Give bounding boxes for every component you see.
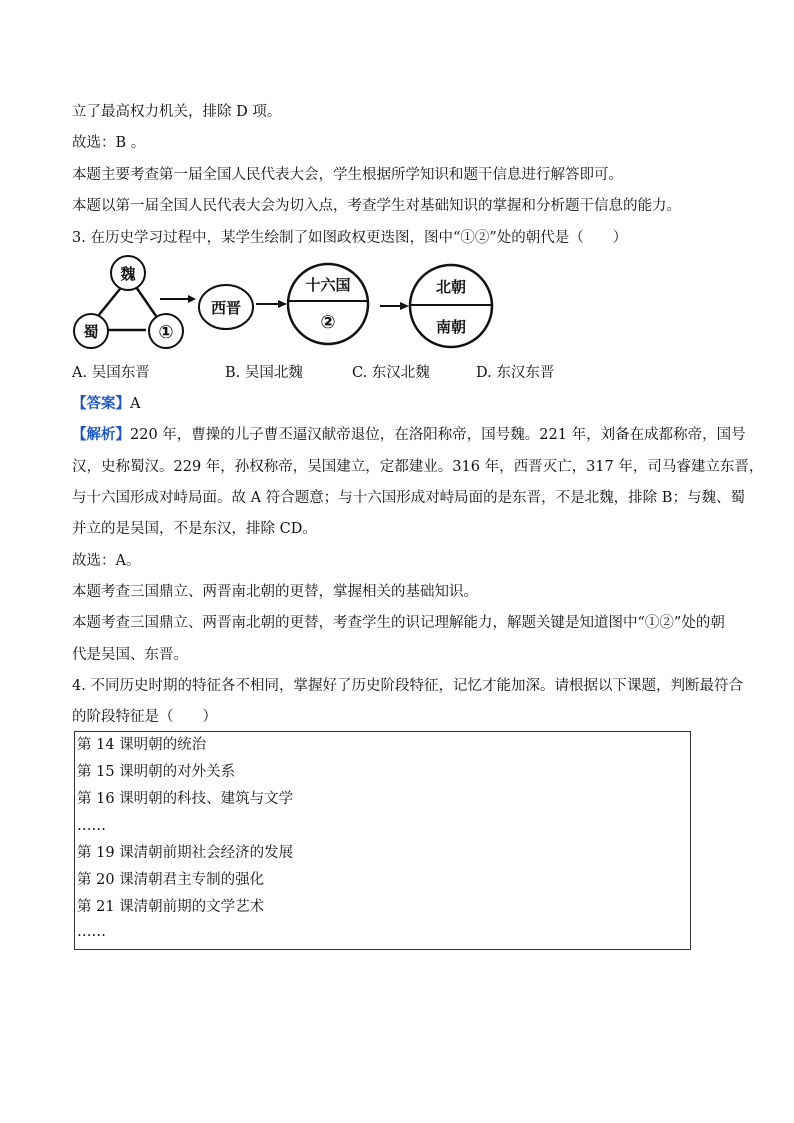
- lesson-item: 第 15 课明朝的对外关系: [77, 764, 236, 780]
- text-line-4: 本题以第一届全国人民代表大会为切入点，考查学生对基础知识的掌握和分析题干信息的能力。: [72, 198, 681, 214]
- lesson-item: 第 21 课清朝前期的文学艺术: [77, 899, 265, 915]
- lesson-list-box: [74, 731, 691, 950]
- arrow-1-head: [188, 295, 196, 303]
- shiliuguo-label: 十六国: [305, 276, 351, 294]
- answer-line: [72, 394, 140, 414]
- lesson-item: 第 20 课清朝君主专制的强化: [77, 872, 265, 888]
- nanchao-label: 南朝: [435, 318, 467, 336]
- circle-2-label: ②: [320, 312, 336, 333]
- arrow-2-head: [278, 300, 287, 308]
- question-4-stem-2: 的阶段特征是（ ）: [72, 709, 217, 725]
- analysis-line-2: 汉，史称蜀汉。229 年，孙权称帝，吴国建立，定都建业。316 年，西晋灭亡，317 年，司马睿建立东晋，: [72, 459, 764, 475]
- option-d: D. 东汉东晋: [476, 365, 555, 381]
- wei-label: 魏: [120, 265, 136, 283]
- shu-label: 蜀: [83, 323, 99, 341]
- arrow-3-head: [400, 302, 409, 310]
- text-line-2: 故选：B 。: [72, 135, 146, 151]
- analysis-line-1: [72, 425, 746, 445]
- text-line-3: 本题主要考查第一届全国人民代表大会，学生根据所学知识和题干信息进行解答即可。: [72, 167, 623, 183]
- triangle-line-right: [134, 284, 156, 316]
- lesson-item: 第 16 课明朝的科技、建筑与文学: [77, 791, 294, 807]
- q3-after-line-3: 本题考查三国鼎立、两晋南北朝的更替，考查学生的识记理解能力，解题关键是知道图中“①②”处的朝: [72, 615, 725, 631]
- answer-text: A: [130, 396, 141, 412]
- question-3-stem: 3. 在历史学习过程中，某学生绘制了如图政权更迭图，图中“①②”处的朝代是（ ）: [72, 230, 628, 246]
- beichao-label: 北朝: [435, 278, 467, 296]
- analysis-line-4: 并立的是吴国，不是东汉，排除 CD。: [72, 521, 317, 537]
- lesson-item: 第 19 课清朝前期社会经济的发展: [77, 845, 294, 861]
- circle-1-label: ①: [158, 322, 174, 343]
- option-c: C. 东汉北魏: [352, 365, 430, 381]
- lesson-ellipsis: ……: [77, 924, 106, 940]
- q3-after-line-1: 故选：A。: [72, 553, 141, 569]
- xijin-label: 西晋: [210, 299, 242, 317]
- answer-tag: 【答案】: [72, 395, 130, 412]
- option-b: B. 吴国北魏: [225, 365, 303, 381]
- q3-after-line-2: 本题考查三国鼎立、两晋南北朝的更替，掌握相关的基础知识。: [72, 584, 478, 600]
- analysis-line-3: 与十六国形成对峙局面。故 A 符合题意；与十六国形成对峙局面的是东晋，不是北魏，排除 B；与魏、蜀: [72, 490, 745, 506]
- text-line-1: 立了最高权力机关，排除 D 项。: [72, 104, 282, 120]
- dynasty-diagram: [70, 254, 500, 350]
- lesson-item: 第 14 课明朝的统治: [77, 737, 207, 753]
- lesson-ellipsis: ……: [77, 818, 106, 834]
- q3-after-line-4: 代是吴国、东晋。: [72, 647, 188, 663]
- option-a: A. 吴国东晋: [72, 365, 150, 381]
- analysis-text-1: 220 年，曹操的儿子曹丕逼汉献帝退位，在洛阳称帝，国号魏。221 年，刘备在成都称帝，国号: [130, 427, 746, 443]
- question-4-stem-1: 4. 不同历史时期的特征各不相同，掌握好了历史阶段特征，记忆才能加深。请根据以下课题，判断最符合: [72, 678, 743, 694]
- analysis-tag: 【解析】: [72, 426, 130, 443]
